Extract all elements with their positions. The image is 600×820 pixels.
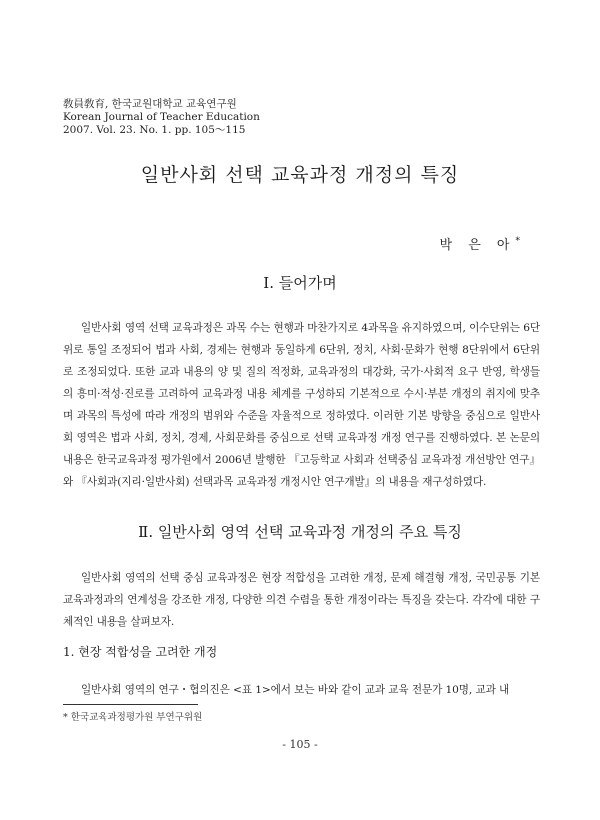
footnote: * 한국교육과정평가원 부연구위원 [63,712,203,723]
subsection-paragraph: 일반사회 영역의 연구・협의진은 <표 1>에서 보는 바와 같이 교과 교육 전문가 10명, 교과 내 [81,684,510,696]
journal-citation: 2007. Vol. 23. No. 1. pp. 105～115 [63,124,246,136]
paper-title: 일반사회 선택 교육과정 개정의 특징 [140,164,460,186]
author [440,234,520,253]
section-paragraph-intro: 일반사회 영역 선택 교육과정은 과목 수는 현행과 마찬가지로 4과목을 유지하였으며, 이수단위는 6단위로 통일 조정되어 법과 사회, 경제는 현행과 동일하게 6단위, 정치, 사회·문화가 현행 8단위에서 6단위로 조정되었다. 또한 교과 내용의 양 및 질의 적정화, 교육과정의 대강화, 국가·사회적 요구 반영, 학생들의 흥미·적성·진로를 고려하여 교육과정 내용 체계를 구성하되 기본적으로 수시·부분 개정의 취지에 맞추며 과목의 특성에 따라 개정의 범위와 수준을 자율적으로 정하였다. 이러한 기본 방향을 중심으로 일반사회 영역은 법과 사회, 정치, 경제, 사회문화를 중심으로 선택 교육과정 개정 연구를 진행하였다. 본 논문의 내용은 한국교육과정 평가원에서 2006년 발행한 『고등학교 사회과 선택중심 교육과정 개선방안 연구』와 『사회과(지리·일반사회) 선택과목 교육과정 개정시안 연구개발』의 내용을 재구성하였다. [63,322,540,488]
author-footnote-mark: * [515,236,520,247]
journal-name-english: Korean Journal of Teacher Education [63,111,260,123]
page-number: - 105 - [282,738,318,751]
section-paragraph-features: 일반사회 영역의 선택 중심 교육과정은 현장 적합성을 고려한 개정, 문제 해결형 개정, 국민공통 기본 교육과정과의 연계성을 강조한 개정, 다양한 의견 수렴을 통한 개정이라는 특징을 갖는다. 각각에 대한 구체적인 내용을 살펴보자. [63,572,540,628]
author-name: 박 은 아 [439,238,516,253]
journal-header [63,98,260,137]
journal-name-korean: 敎員敎育, 한국교원대학교 교육연구원 [63,98,237,110]
footnote-divider [63,704,198,705]
section-heading-intro: Ⅰ. 들어가며 [263,274,337,292]
subsection-heading: 1. 현장 적합성을 고려한 개정 [63,645,218,659]
section-heading-features: Ⅱ. 일반사회 영역 선택 교육과정 개정의 주요 특징 [138,523,462,541]
